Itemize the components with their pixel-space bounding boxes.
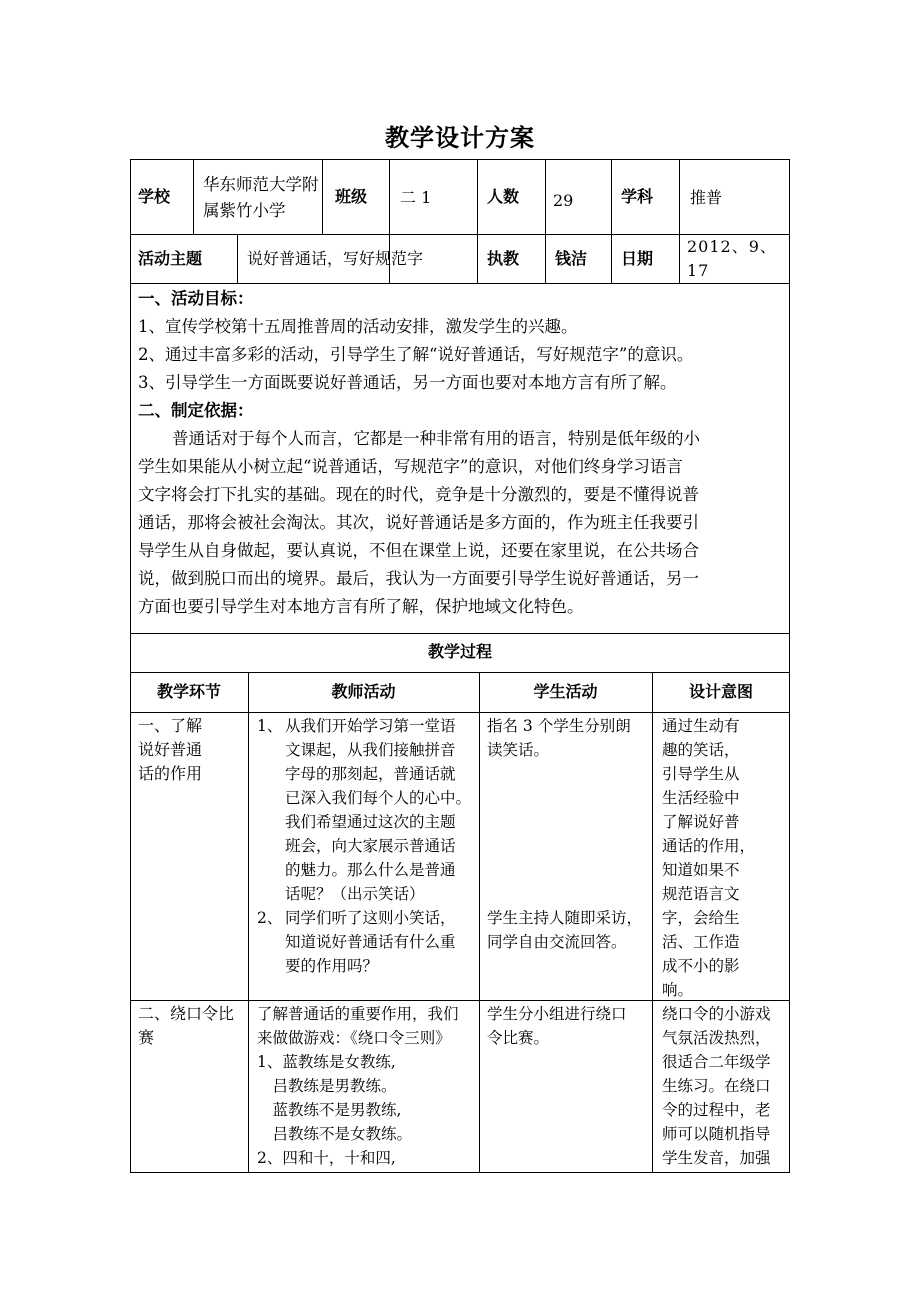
- column-header: 教师活动: [331, 682, 396, 701]
- theme-label: 活动主题: [138, 249, 203, 268]
- teacher-line: 1、蓝教练是女教练,: [257, 1053, 396, 1071]
- count-value: 29: [553, 191, 574, 210]
- item-number: 1、: [257, 717, 283, 735]
- process-title: 教学过程: [427, 642, 492, 661]
- teacher-label: 执教: [487, 249, 520, 268]
- basis-line: 方面也要引导学生对本地方言有所了解，保护地域文化特色。: [138, 597, 584, 616]
- student-line: 同学自由交流回答。: [487, 933, 627, 951]
- teacher-line: 蓝教练不是男教练,: [257, 1101, 402, 1119]
- stage-line: 一、了解: [138, 716, 203, 735]
- intent-cell: [662, 714, 787, 1002]
- teacher-line: 从我们开始学习第一堂语: [285, 717, 456, 735]
- page-title: 教学设计方案: [385, 124, 535, 152]
- intent-line: 活、工作造: [662, 933, 740, 951]
- teacher-item: [257, 714, 477, 906]
- stage-line: 说好普通: [138, 740, 203, 759]
- date-value: 2012、9、17: [687, 237, 777, 280]
- student-line: 读笑话。: [487, 741, 550, 759]
- teacher-line: 吕教练不是女教练。: [257, 1125, 413, 1143]
- intent-line: 字，会给生: [662, 909, 740, 927]
- subject-value: 推普: [690, 188, 723, 207]
- teacher-line: 班会，向大家展示普通话: [285, 837, 456, 855]
- teacher-line: 字母的那刻起，普通话就: [285, 765, 456, 783]
- student-cell: [487, 906, 650, 954]
- column-header: 教学环节: [156, 682, 221, 701]
- subject-label: 学科: [621, 187, 654, 206]
- intent-line: 了解说好普: [662, 813, 740, 831]
- stage-line: 赛: [138, 1028, 155, 1047]
- theme-value: 说好普通话，写好规范字: [247, 249, 424, 268]
- school-value-text: 华东师范大学附属紫竹小学: [203, 175, 319, 220]
- teacher-line: 文课起，从我们接触拼音: [285, 741, 456, 759]
- student-cell: [487, 714, 650, 762]
- class-value: 二 1: [400, 188, 432, 207]
- intent-line: 生练习。在绕口: [662, 1077, 771, 1095]
- stage-cell: [138, 1002, 246, 1050]
- intent-line: 令的过程中，老: [662, 1101, 771, 1119]
- teacher-line: 2、四和十，十和四,: [257, 1149, 396, 1167]
- intent-line: 引导学生从: [662, 765, 740, 783]
- goal-item: 3、引导学生一方面既要说好普通话，另一方面也要对本地方言有所了解。: [138, 373, 677, 392]
- count-label: 人数: [487, 187, 520, 206]
- intent-line: 通过生动有: [662, 717, 740, 735]
- intent-line: 规范语言文: [662, 885, 740, 903]
- intent-line: 很适合二年级学: [662, 1053, 771, 1071]
- student-cell: [487, 1002, 650, 1050]
- student-line: 令比赛。: [487, 1029, 550, 1047]
- stage-line: 话的作用: [138, 764, 203, 783]
- intent-line: 师可以随机指导: [662, 1125, 771, 1143]
- school-label: 学校: [138, 187, 171, 206]
- intent-line: 响。: [662, 981, 694, 999]
- intent-line: 趣的笑话，: [662, 741, 740, 759]
- basis-heading: 二、制定依据：: [138, 401, 254, 420]
- basis-line: 学生如果能从小树立起“说普通话，写规范字”的意识，对他们终身学习语言: [138, 457, 683, 476]
- intent-line: 知道如果不: [662, 861, 740, 879]
- teacher-line: 话呢？（出示笑话）: [285, 885, 425, 903]
- teacher-line: 我们希望通过这次的主题: [285, 813, 456, 831]
- class-label: 班级: [335, 187, 368, 206]
- student-line: 指名 3 个学生分别朗: [487, 717, 631, 735]
- teacher-line: 的魅力。那么什么是普通: [285, 861, 456, 879]
- teacher-line: 了解普通话的重要作用，我们: [257, 1005, 459, 1023]
- teacher-value: 钱洁: [555, 249, 588, 268]
- item-number: 2、: [257, 909, 283, 927]
- stage-cell: [138, 714, 243, 786]
- intent-line: 通话的作用，: [662, 837, 756, 855]
- student-line: 学生分小组进行绕口: [487, 1005, 627, 1023]
- stage-line: 二、绕口令比: [138, 1004, 235, 1023]
- basis-line: 导学生从自身做起，要认真说，不但在课堂上说，还要在家里说，在公共场合: [138, 541, 699, 560]
- teacher-line: 要的作用吗？: [285, 957, 379, 975]
- teacher-line: 已深入我们每个人的心中。: [285, 789, 472, 807]
- teacher-cell: [257, 714, 477, 978]
- date-label: 日期: [621, 249, 654, 268]
- teacher-line: 同学们听了这则小笑话，: [285, 909, 456, 927]
- teacher-item: [257, 906, 477, 978]
- goals-heading: 一、活动目标：: [138, 289, 254, 308]
- intent-line: 气氛活泼热烈，: [662, 1029, 771, 1047]
- intent-line: 学生发音，加强: [662, 1149, 771, 1167]
- teacher-line: 吕教练是男教练。: [257, 1077, 397, 1095]
- basis-line: 普通话对于每个人而言，它都是一种非常有用的语言，特别是低年级的小: [172, 429, 700, 448]
- student-line: 学生主持人随即采访，: [487, 909, 643, 927]
- teacher-line: 知道说好普通话有什么重: [285, 933, 456, 951]
- school-value: [203, 172, 319, 224]
- intent-line: 成不小的影: [662, 957, 740, 975]
- basis-line: 通话，那将会被社会淘汰。其次，说好普通话是多方面的，作为班主任我要引: [138, 513, 699, 532]
- teacher-line: 来做做游戏：《绕口令三则》: [257, 1029, 451, 1047]
- column-header: 学生活动: [533, 682, 598, 701]
- goal-item: 2、通过丰富多彩的活动，引导学生了解“说好普通话，写好规范字”的意识。: [138, 345, 694, 364]
- column-header: 设计意图: [688, 682, 753, 701]
- basis-line: 说，做到脱口而出的境界。最后，我认为一方面要引导学生说好普通话，另一: [138, 569, 699, 588]
- intent-line: 绕口令的小游戏: [662, 1005, 771, 1023]
- basis-line: 文字将会打下扎实的基础。现在的时代，竞争是十分激烈的，要是不懂得说普: [138, 485, 699, 504]
- goal-item: 1、宣传学校第十五周推普周的活动安排，激发学生的兴趣。: [138, 317, 578, 336]
- teacher-cell: [257, 1002, 479, 1170]
- intent-line: 生活经验中: [662, 789, 740, 807]
- intent-cell: [662, 1002, 789, 1170]
